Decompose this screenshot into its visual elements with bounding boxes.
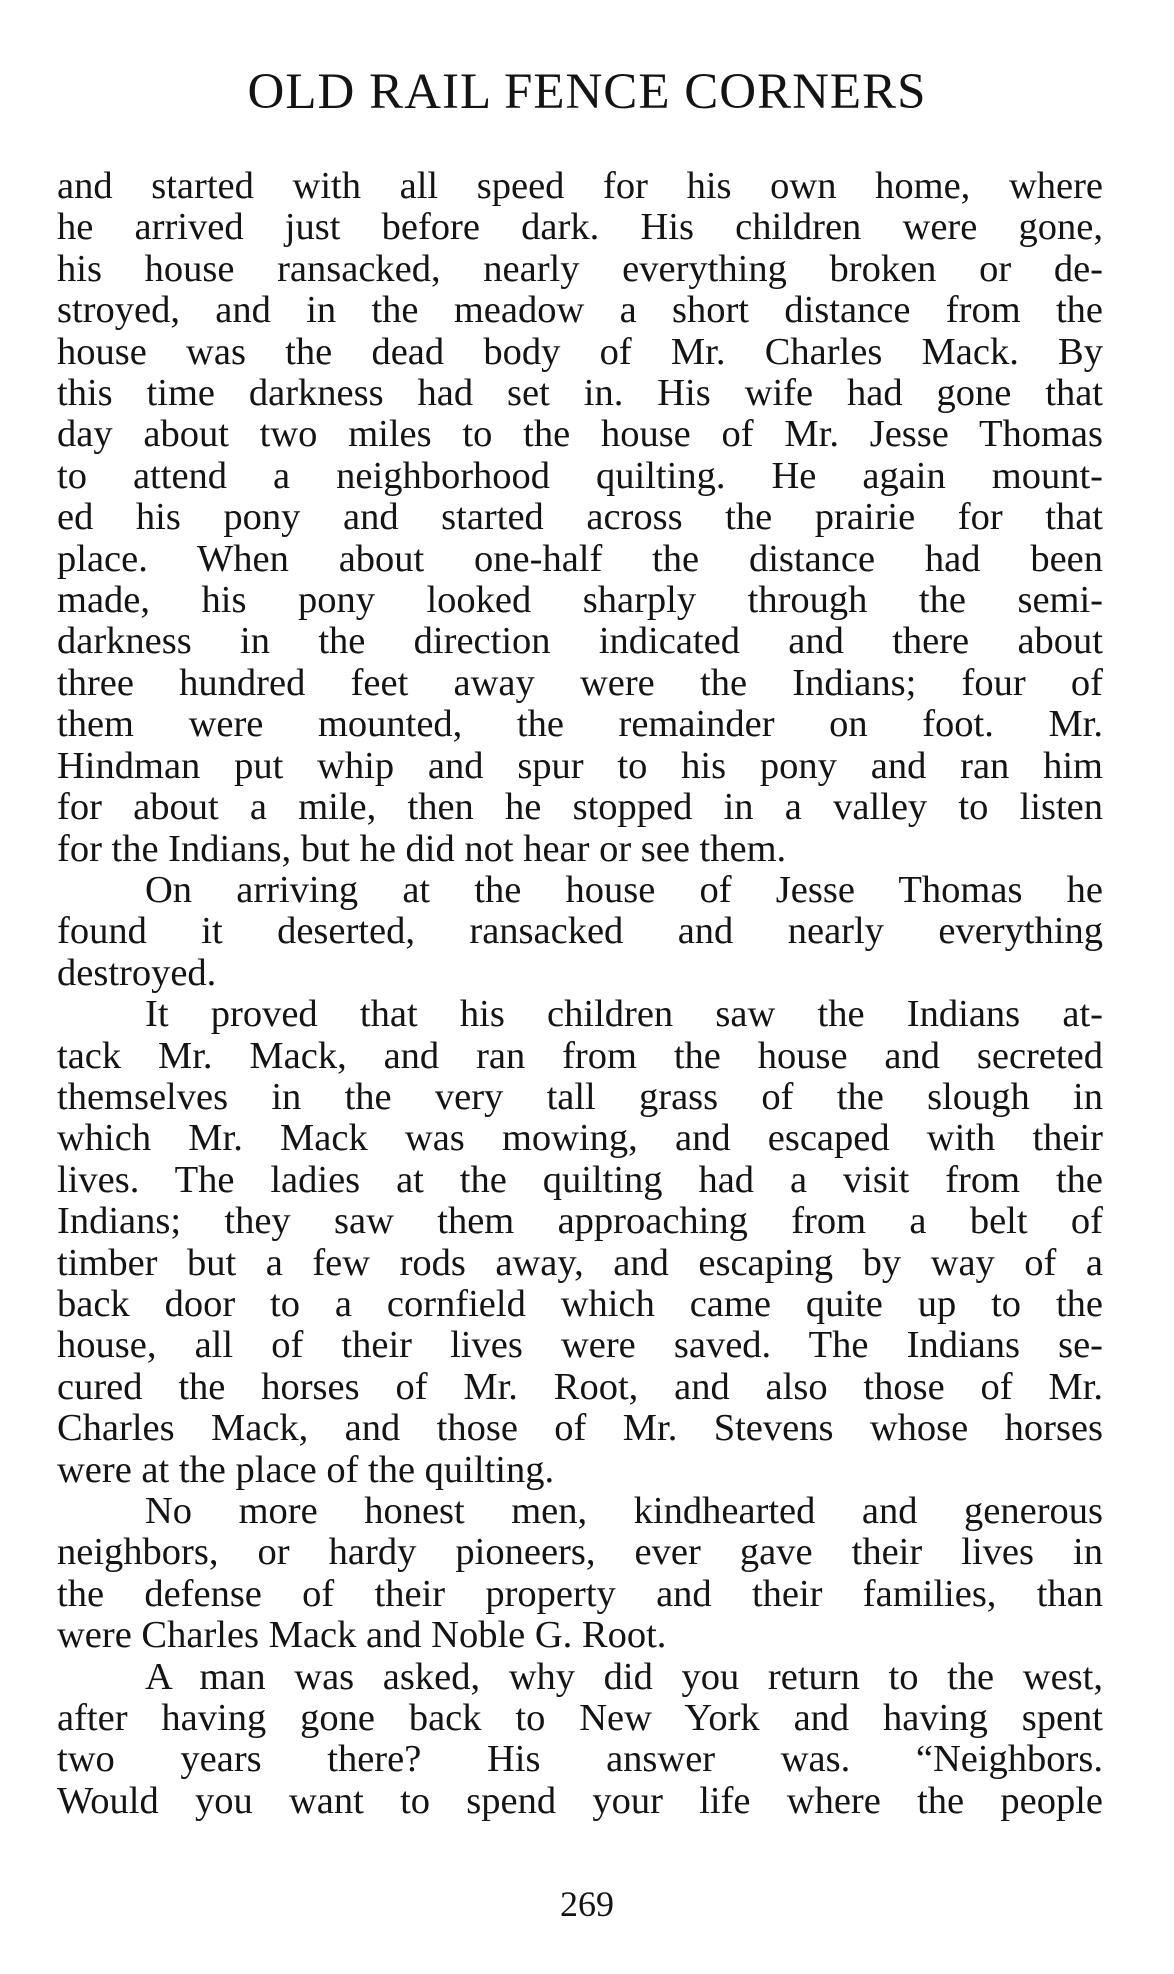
text-line: made, his pony looked sharply through the semi-: [57, 579, 1103, 622]
body-text: [57, 166, 1103, 1822]
paragraph: [57, 870, 1103, 994]
text-line: tack Mr. Mack, and ran from the house and secreted: [57, 1034, 1103, 1077]
text-line: the defense of their property and their families, than: [57, 1572, 1103, 1615]
text-line: were Charles Mack and Noble G. Root.: [57, 1614, 667, 1657]
text-line: Would you want to spend your life where the people: [57, 1779, 1103, 1822]
text-line: On arriving at the house of Jesse Thomas he: [145, 868, 1103, 911]
text-line: two years there? His answer was. “Neighbors.: [57, 1738, 1103, 1781]
text-line: A man was asked, why did you return to the west,: [145, 1655, 1103, 1698]
text-line: his house ransacked, nearly everything broken or de-: [57, 247, 1103, 290]
page-number: 269: [560, 1884, 614, 1924]
text-line: house was the dead body of Mr. Charles Mack. By: [57, 330, 1103, 373]
text-line: and started with all speed for his own home, where: [57, 165, 1103, 207]
text-line: ed his pony and started across the prairie for that: [57, 496, 1103, 539]
text-line: destroyed.: [57, 951, 217, 994]
text-line: stroyed, and in the meadow a short distance from the: [57, 289, 1103, 332]
text-line: found it deserted, ransacked and nearly everything: [57, 910, 1103, 953]
text-line: place. When about one-half the distance had been: [57, 537, 1103, 580]
text-line: three hundred feet away were the Indians; four of: [57, 661, 1103, 704]
paragraph: [57, 1491, 1103, 1657]
text-line: No more honest men, kindhearted and generous: [145, 1490, 1103, 1532]
paragraph: [57, 1657, 1103, 1823]
text-line: for about a mile, then he stopped in a valley to listen: [57, 786, 1103, 829]
text-line: Charles Mack, and those of Mr. Stevens whose horses: [57, 1407, 1103, 1450]
text-line: house, all of their lives were saved. The Indians se-: [57, 1324, 1103, 1367]
running-title: OLD RAIL FENCE CORNERS: [247, 64, 927, 120]
paragraph: [57, 994, 1103, 1491]
text-line: for the Indians, but he did not hear or see them.: [57, 827, 787, 870]
text-line: he arrived just before dark. His children were gone,: [57, 206, 1103, 249]
paragraph: [57, 166, 1103, 870]
text-line: to attend a neighborhood quilting. He again mount-: [57, 454, 1103, 497]
text-line: timber but a few rods away, and escaping by way of a: [57, 1241, 1103, 1284]
text-line: It proved that his children saw the Indians at-: [145, 993, 1103, 1036]
text-line: back door to a cornfield which came quite up to the: [57, 1282, 1103, 1325]
text-line: day about two miles to the house of Mr. Jesse Thomas: [57, 413, 1103, 456]
text-line: cured the horses of Mr. Root, and also those of Mr.: [57, 1365, 1103, 1408]
text-line: this time darkness had set in. His wife had gone that: [57, 372, 1103, 415]
text-line: were at the place of the quilting.: [57, 1448, 555, 1491]
text-line: them were mounted, the remainder on foot. Mr.: [57, 703, 1103, 746]
text-line: darkness in the direction indicated and there about: [57, 620, 1103, 663]
text-line: neighbors, or hardy pioneers, ever gave their lives in: [57, 1531, 1103, 1574]
text-line: after having gone back to New York and having spent: [57, 1697, 1103, 1740]
text-line: Indians; they saw them approaching from a belt of: [57, 1200, 1103, 1243]
text-line: themselves in the very tall grass of the slough in: [57, 1075, 1103, 1118]
text-line: Hindman put whip and spur to his pony and ran him: [57, 744, 1103, 787]
text-line: lives. The ladies at the quilting had a visit from the: [57, 1158, 1103, 1201]
text-line: which Mr. Mack was mowing, and escaped with their: [57, 1117, 1103, 1160]
